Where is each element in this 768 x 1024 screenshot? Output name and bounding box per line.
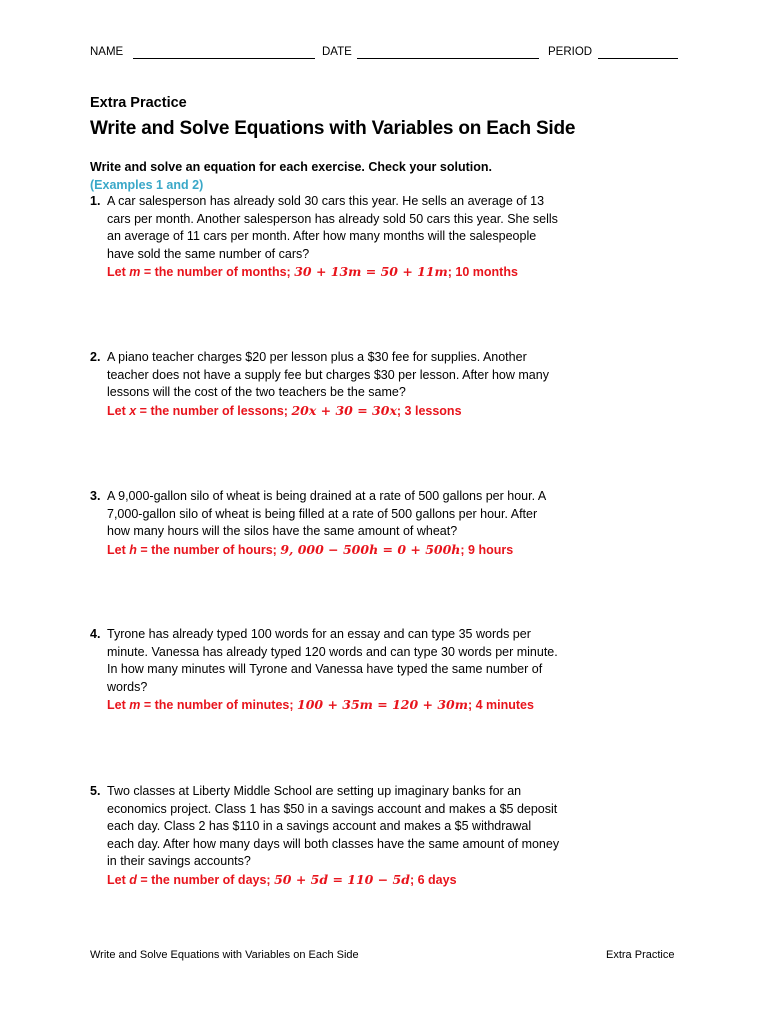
problem-2 — [90, 349, 560, 420]
answer-definition: = the number of minutes; — [143, 698, 294, 712]
answer-equation: 100 + 35m = 120 + 30m — [297, 697, 468, 712]
answer-variable: h — [129, 542, 137, 557]
problem-answer — [107, 263, 560, 282]
answer-result: ; 4 minutes — [467, 698, 534, 712]
problem-number: 3. — [90, 489, 101, 503]
problem-text: A 9,000-gallon silo of wheat is being drained at a rate of 500 gallons per hour. A 7,000-gallon silo of wheat is being filled at a rate of 500 gallons per hour. After how many hours will the silos have the same amount of wheat? — [107, 489, 546, 538]
date-label: DATE — [322, 46, 352, 58]
answer-result: ; 3 lessons — [396, 403, 462, 418]
name-blank — [133, 58, 315, 59]
footer-section-label: Extra Practice — [606, 949, 675, 961]
answer-definition: = the number of months; — [143, 265, 291, 279]
problem-answer — [107, 541, 560, 560]
answer-equation: 50 + 5d = 110 − 5d — [274, 871, 410, 887]
problem-text: Two classes at Liberty Middle School are setting up imaginary banks for an economics project. Class 1 has $50 in a savings account and makes a $5 deposit each day. Class 2 has $110 in a savings account and makes a $5 withdrawal each day. After how many days will both classes have the same amount of money in their savings accounts? — [107, 784, 560, 868]
answer-let: Let — [107, 698, 126, 712]
problem-number: 2. — [90, 350, 101, 364]
answer-result: ; 10 months — [447, 265, 518, 279]
period-blank — [598, 58, 678, 59]
answer-variable: m — [129, 265, 141, 279]
answer-let: Let — [107, 872, 126, 887]
answer-let: Let — [107, 542, 126, 557]
answer-result: ; 9 hours — [460, 542, 514, 557]
problem-3 — [90, 488, 560, 559]
answer-variable: m — [129, 698, 141, 712]
problem-number: 1. — [90, 194, 101, 208]
problem-answer — [107, 402, 560, 421]
problem-answer — [107, 696, 560, 715]
problem-text: Tyrone has already typed 100 words for an essay and can type 35 words per minute. Vanessa has already typed 120 words and can type 30 words per minute. In how many minutes will Tyrone and Vanessa have typed the same number of words? — [107, 627, 558, 694]
answer-let: Let — [107, 403, 126, 418]
problem-number: 4. — [90, 627, 101, 641]
problem-text: A car salesperson has already sold 30 cars this year. He sells an average of 13 cars per month. Another salesperson has already sold 50 cars this year. She sells an average of 11 cars per month. After how many months will the salespeople have sold the same number of cars? — [107, 194, 558, 261]
answer-equation: 9, 000 − 500h = 0 + 500h — [280, 541, 461, 557]
section-label: Extra Practice — [90, 95, 187, 111]
period-label: PERIOD — [548, 46, 593, 58]
examples-reference: (Examples 1 and 2) — [90, 178, 204, 192]
answer-variable: d — [129, 872, 137, 887]
answer-let: Let — [107, 265, 126, 279]
page-title: Write and Solve Equations with Variables on Each Side — [90, 118, 576, 139]
instructions-text: Write and solve an equation for each exercise. Check your solution. — [90, 160, 492, 174]
answer-definition: = the number of lessons; — [139, 403, 288, 418]
instructions — [90, 158, 550, 194]
footer-lesson-title: Write and Solve Equations with Variables on Each Side — [90, 949, 359, 961]
answer-result: ; 6 days — [409, 872, 457, 887]
problem-1 — [90, 193, 560, 282]
student-info-header — [90, 46, 680, 62]
problem-number: 5. — [90, 784, 101, 798]
answer-equation: 20x + 30 = 30x — [291, 402, 397, 418]
answer-variable: x — [129, 403, 137, 418]
answer-definition: = the number of days; — [140, 872, 271, 887]
problem-answer — [107, 871, 560, 890]
answer-definition: = the number of hours; — [140, 542, 277, 557]
problem-5 — [90, 783, 560, 889]
answer-equation: 30 + 13m = 50 + 11m — [294, 264, 448, 279]
name-label: NAME — [90, 46, 124, 58]
date-blank — [357, 58, 539, 59]
problem-text: A piano teacher charges $20 per lesson plus a $30 fee for supplies. Another teacher does not have a supply fee but charges $30 per lesson. After how many lessons will the cost of the two teachers be the same? — [107, 350, 549, 399]
problem-4 — [90, 626, 560, 715]
